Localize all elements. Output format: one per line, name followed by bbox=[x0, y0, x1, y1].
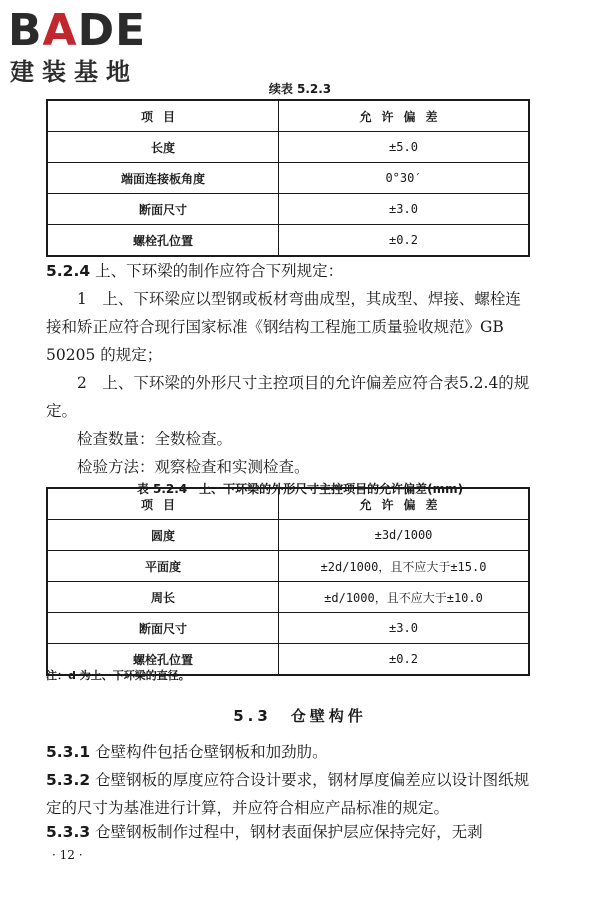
clause-5-2-4 bbox=[46, 257, 534, 285]
header-tolerance: 允许偏差 bbox=[279, 488, 530, 520]
table-header-row bbox=[47, 488, 529, 520]
row-item: 平面度 bbox=[47, 551, 279, 582]
row-item: 端面连接板角度 bbox=[47, 163, 279, 194]
table-row bbox=[47, 520, 529, 551]
table2-note: 注：d 为上、下环梁的直径。 bbox=[46, 669, 190, 682]
table-header-row bbox=[47, 100, 529, 132]
section-heading: 5.3 仓壁构件 bbox=[233, 707, 367, 725]
logo-subtitle: 建装基地 bbox=[10, 58, 138, 86]
row-value: ±3d/1000 bbox=[279, 520, 530, 551]
row-value: ±3.0 bbox=[279, 613, 530, 644]
clause-text: 仓壁钢板的厚度应符合设计要求，钢材厚度偏差应以设计图纸规定的尺寸为基准进行计算，并应符合相应产品标准的规定。 bbox=[46, 771, 530, 817]
clause-text: 仓壁钢板制作过程中，钢材表面保护层应保持完好，无剥 bbox=[95, 823, 483, 841]
row-value: ±d/1000，且不应大于±10.0 bbox=[279, 582, 530, 613]
table-row bbox=[47, 613, 529, 644]
publisher-logo bbox=[8, 6, 178, 86]
table-row bbox=[47, 194, 529, 225]
check-method: 检验方法：观察检查和实测检查。 bbox=[77, 458, 310, 476]
table1 bbox=[46, 99, 530, 257]
table-row bbox=[47, 551, 529, 582]
header-tolerance: 允许偏差 bbox=[279, 100, 530, 132]
clause-5-3-2 bbox=[46, 766, 534, 822]
clause-item-1: 1 上、下环梁应以型钢或板材弯曲成型，其成型、焊接、螺栓连接和矫正应符合现行国家标准《钢结构工程施工质量验收规范》GB 50205 的规定； bbox=[46, 290, 521, 364]
header-item: 项目 bbox=[47, 100, 279, 132]
row-value: ±2d/1000，且不应大于±15.0 bbox=[279, 551, 530, 582]
clause-5-3-3 bbox=[46, 818, 534, 846]
clause-text: 仓壁构件包括仓壁钢板和加劲肋。 bbox=[95, 743, 328, 761]
page-number: · 12 · bbox=[52, 848, 83, 862]
clause-text: 上、下环梁的制作应符合下列规定： bbox=[95, 262, 344, 280]
table2 bbox=[46, 487, 530, 676]
row-value: ±3.0 bbox=[279, 194, 530, 225]
table-row bbox=[47, 163, 529, 194]
clause-number: 5.3.3 bbox=[46, 823, 91, 841]
row-item: 螺栓孔位置 bbox=[47, 644, 279, 676]
table-row bbox=[47, 582, 529, 613]
clause-number: 5.3.2 bbox=[46, 771, 91, 789]
row-value: ±5.0 bbox=[279, 132, 530, 163]
clause-5-3-1 bbox=[46, 738, 534, 766]
table2-caption: 表 5.2.4 上、下环梁的外形尺寸主控项目的允许偏差(mm) bbox=[136, 482, 464, 496]
row-item: 断面尺寸 bbox=[47, 194, 279, 225]
clause-number: 5.3.1 bbox=[46, 743, 91, 761]
table-row bbox=[47, 225, 529, 257]
clause-item-2: 2 上、下环梁的外形尺寸主控项目的允许偏差应符合表5.2.4的规定。 bbox=[46, 374, 530, 420]
row-item: 圆度 bbox=[47, 520, 279, 551]
check-quantity: 检查数量：全数检查。 bbox=[77, 430, 233, 448]
row-item: 周长 bbox=[47, 582, 279, 613]
table1-caption: 续表 5.2.3 bbox=[268, 82, 332, 96]
row-value: ±0.2 bbox=[279, 225, 530, 257]
row-item: 螺栓孔位置 bbox=[47, 225, 279, 257]
row-value: 0°30′ bbox=[279, 163, 530, 194]
logo-wordmark: BADE bbox=[8, 5, 147, 56]
clause-number: 5.2.4 bbox=[46, 262, 91, 280]
row-item: 长度 bbox=[47, 132, 279, 163]
table-row bbox=[47, 132, 529, 163]
row-value: ±0.2 bbox=[279, 644, 530, 676]
header-item: 项目 bbox=[47, 488, 279, 520]
row-item: 断面尺寸 bbox=[47, 613, 279, 644]
